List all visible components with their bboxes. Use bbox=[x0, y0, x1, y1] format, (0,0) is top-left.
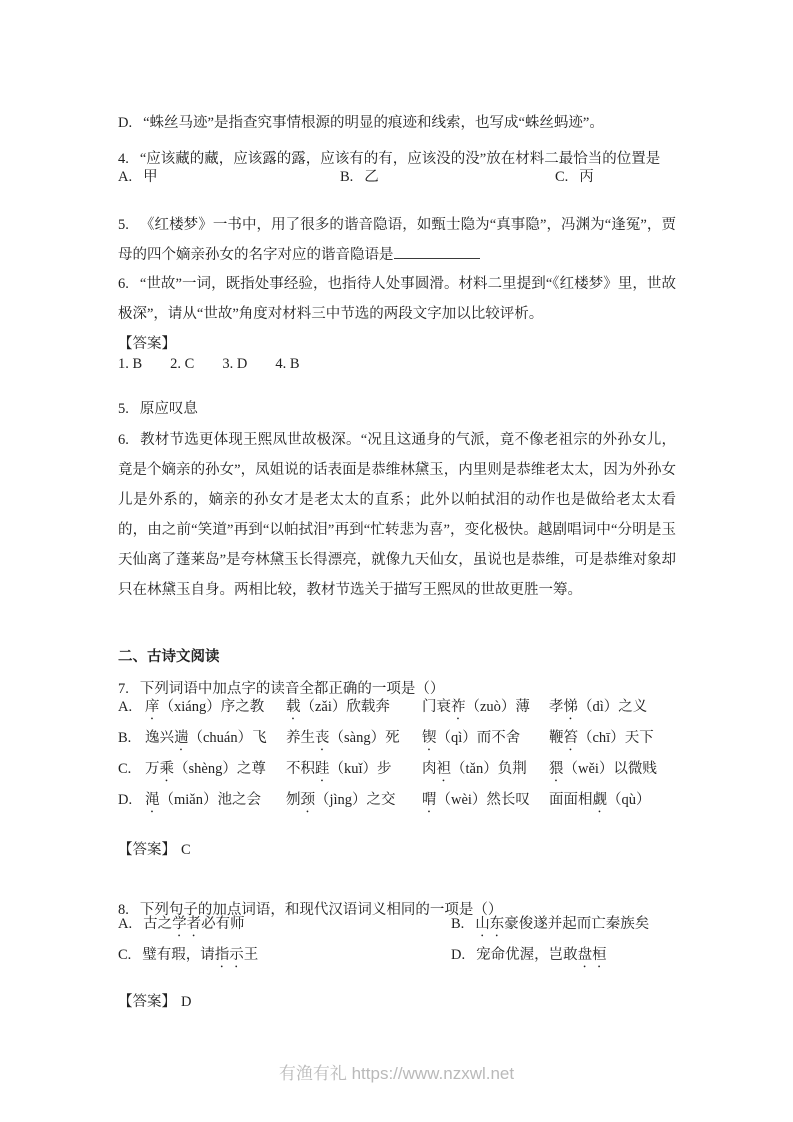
q8-option-a-text: 古之学者必有师 bbox=[143, 916, 245, 932]
q7-option-b-word-3: 锲（qì）而不舍 bbox=[422, 730, 521, 746]
answer-item-3: 3. D bbox=[222, 356, 248, 372]
q7-option-d-word-2: 刎颈（jìng）之交 bbox=[286, 792, 396, 808]
q4-option-b bbox=[340, 162, 379, 192]
answer-blank-line bbox=[394, 244, 480, 259]
q7-option-c-word-2: 不积跬（kuǐ）步 bbox=[286, 761, 392, 777]
q7-option-c-word-3: 肉袒（tǎn）负荆 bbox=[422, 761, 527, 777]
q7-option-c-word-4: 猥（wěi）以微贱 bbox=[549, 761, 657, 777]
q7-option-d-label: D. bbox=[118, 792, 133, 808]
q7-option-a-word-2: 载（zǎi）欣载奔 bbox=[286, 699, 390, 715]
q4-option-a bbox=[118, 162, 158, 192]
q8-option-a bbox=[118, 909, 451, 940]
q7-option-d-word-1: 渑（miǎn）池之会 bbox=[145, 792, 261, 808]
q7-option-c-label: C. bbox=[118, 761, 132, 777]
question-4-options bbox=[118, 162, 676, 192]
footer-watermark bbox=[0, 1062, 793, 1086]
answer-6 bbox=[118, 425, 676, 605]
q8-option-b-label: B. bbox=[451, 916, 465, 932]
question-7-answer bbox=[118, 835, 676, 865]
option-d-statement bbox=[118, 108, 676, 138]
q4-option-b-text: 乙 bbox=[364, 169, 379, 185]
question-8-number: 8. bbox=[118, 901, 129, 918]
q8-answer-prefix: 【答案】 bbox=[118, 993, 176, 1010]
q7-option-a bbox=[118, 692, 676, 723]
answer-5-number: 5. bbox=[118, 400, 129, 417]
answer-6-text: 教材节选更体现王熙凤世故极深。“况且这通身的气派，竟不像老祖宗的外孙女儿，竟是个嫡亲的孙女”，凤姐说的话表面是恭维林黛玉，内里则是恭维老太太，因为外孙女儿是外系的，嫡亲的孙女才是老太太的直系；此外以帕拭泪的动作也是做给老太太看的，由之前“笑道”再到“以帕拭泪”再到“忙转悲为喜”，变化极快。越剧唱词中“分明是玉天仙离了蓬莱岛”是夸林黛玉长得漂亮，就像九天仙女，虽说也是恭维，可是恭维对象却只在林黛玉自身。两相比较，教材节选关于描写王熙凤的世故更胜一筹。 bbox=[118, 431, 676, 598]
footer-watermark-text: 有渔有礼 https://www.nzxwl.net bbox=[278, 1064, 515, 1083]
q4-option-c-text: 丙 bbox=[579, 169, 594, 185]
question-8-options bbox=[118, 909, 676, 971]
q7-option-b-word-2: 养生丧（sàng）死 bbox=[286, 730, 400, 746]
question-6-number: 6. bbox=[118, 275, 129, 292]
q4-option-a-label: A. bbox=[118, 169, 133, 185]
q4-option-c-label: C. bbox=[555, 169, 569, 185]
answer-item-2: 2. C bbox=[170, 356, 195, 372]
answer-item-1: 1. B bbox=[118, 356, 143, 372]
q8-answer-value: D bbox=[181, 993, 192, 1010]
q8-option-a-label: A. bbox=[118, 916, 133, 932]
question-5-number: 5. bbox=[118, 216, 129, 233]
q8-option-d-label: D. bbox=[451, 947, 466, 963]
answer-5 bbox=[118, 394, 676, 424]
question-5-stem bbox=[118, 210, 676, 270]
q8-option-c bbox=[118, 940, 451, 971]
section-2-heading bbox=[118, 642, 676, 672]
q4-option-a-text: 甲 bbox=[143, 169, 158, 185]
question-6-stem bbox=[118, 269, 676, 329]
question-7-number: 7. bbox=[118, 680, 129, 697]
q8-option-b-text: 山东豪俊遂并起而亡秦族矣 bbox=[475, 916, 650, 932]
question-6-text: “世故”一词，既指处事经验，也指待人处事圆滑。材料二里提到“《红楼梦》里，世故极深”，请从“世故”角度对材料三中节选的两段文字加以比较评析。 bbox=[118, 275, 676, 322]
option-d-label: D. bbox=[118, 114, 133, 131]
q4-option-c bbox=[555, 162, 594, 192]
question-8-answer bbox=[118, 987, 676, 1017]
question-7-options bbox=[118, 692, 676, 816]
q7-option-a-word-4: 孝悌（dì）之义 bbox=[549, 699, 648, 715]
answer-header-text: 【答案】 bbox=[118, 335, 176, 352]
q8-option-c-label: C. bbox=[118, 947, 132, 963]
q7-option-a-word-3: 门衰祚（zuò）薄 bbox=[422, 699, 530, 715]
q7-option-d-word-3: 喟（wèi）然长叹 bbox=[422, 792, 530, 808]
option-d-text: “蛛丝马迹”是指查究事情根源的明显的痕迹和线索，也写成“蛛丝蚂迹”。 bbox=[143, 114, 604, 131]
question-4-number: 4. bbox=[118, 150, 129, 167]
question-7-text: 下列词语中加点字的读音全都正确的一项是（） bbox=[139, 680, 445, 697]
q8-option-c-text: 璧有瑕，请指示王 bbox=[142, 947, 259, 963]
q7-answer-prefix: 【答案】 bbox=[118, 841, 176, 858]
q8-option-b bbox=[451, 909, 676, 940]
q7-option-b-label: B. bbox=[118, 730, 132, 746]
q7-option-b bbox=[118, 723, 676, 754]
answers-1-to-4 bbox=[118, 349, 676, 379]
q7-option-c bbox=[118, 754, 676, 785]
answer-item-4: 4. B bbox=[275, 356, 300, 372]
q8-option-d-text: 宠命优渥，岂敢盘桓 bbox=[476, 947, 607, 963]
question-5-text: 《红楼梦》一书中，用了很多的谐音隐语，如甄士隐为“真事隐”，冯渊为“逢冤”，贾母的四个嫡亲孙女的名字对应的谐音隐语是 bbox=[118, 216, 676, 263]
q7-answer-value: C bbox=[181, 841, 191, 858]
q7-option-b-word-4: 鞭笞（chī）天下 bbox=[549, 730, 654, 746]
answer-5-text: 原应叹息 bbox=[139, 400, 198, 417]
section-2-title: 二、古诗文阅读 bbox=[118, 648, 220, 665]
q7-option-b-word-1: 逸兴遄（chuán）飞 bbox=[145, 730, 267, 746]
q7-option-d-word-4: 面面相觑（qù） bbox=[549, 792, 651, 808]
q7-option-d bbox=[118, 785, 676, 816]
answer-6-number: 6. bbox=[118, 431, 129, 448]
question-4-text: “应该藏的藏，应该露的露，应该有的有，应该没的没”放在材料二最恰当的位置是 bbox=[139, 150, 661, 167]
q7-option-a-label: A. bbox=[118, 699, 133, 715]
q7-option-a-word-1: 庠（xiáng）序之教 bbox=[145, 699, 265, 715]
q4-option-b-label: B. bbox=[340, 169, 354, 185]
question-8-text: 下列句子的加点词语，和现代汉语词义相同的一项是（） bbox=[139, 901, 503, 918]
q8-option-d bbox=[451, 940, 676, 971]
q7-option-c-word-1: 万乘（shèng）之尊 bbox=[145, 761, 266, 777]
